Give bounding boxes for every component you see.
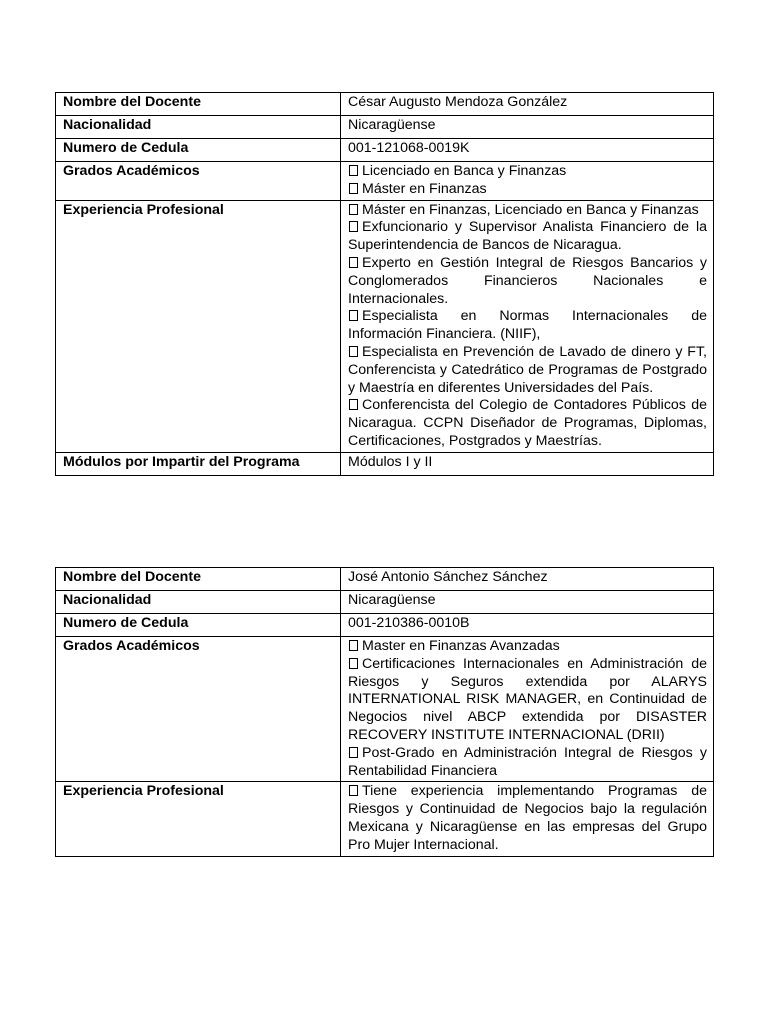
list-item <box>348 202 707 220</box>
list-item <box>348 397 707 450</box>
checkbox-bullet-icon <box>349 346 358 357</box>
row-nombre <box>56 93 714 116</box>
label-nombre: Nombre del Docente <box>56 568 341 591</box>
label-experiencia: Experiencia Profesional <box>56 782 341 856</box>
list-item <box>348 745 707 781</box>
value-nacionalidad: Nicaragüense <box>341 591 714 614</box>
list-item <box>348 255 707 308</box>
list-item-text: Tiene experiencia implementando Programas de Riesgos y Continuidad de Negocios bajo la regulación Mexicana y Nicaragüense en las empresas del Grupo Pro Mujer Internacional. <box>348 783 707 853</box>
checkbox-bullet-icon <box>349 221 358 232</box>
checkbox-bullet-icon <box>349 640 358 651</box>
list-item <box>348 308 707 344</box>
list-item <box>348 783 707 854</box>
value-modulos: Módulos I y II <box>341 452 714 475</box>
label-nacionalidad: Nacionalidad <box>56 591 341 614</box>
checkbox-bullet-icon <box>349 747 358 758</box>
list-item-text: Experto en Gestión Integral de Riesgos Bancarios y Conglomerados Financieros Nacionales e Internacionales. <box>348 254 707 307</box>
row-cedula <box>56 614 714 637</box>
value-cedula: 001-121068-0019K <box>341 139 714 162</box>
list-item <box>348 638 707 656</box>
list-item-text: Máster en Finanzas, Licenciado en Banca y Finanzas <box>362 201 699 218</box>
label-nombre: Nombre del Docente <box>56 93 341 116</box>
label-cedula: Numero de Cedula <box>56 139 341 162</box>
label-experiencia: Experiencia Profesional <box>56 200 341 452</box>
value-nacionalidad: Nicaragüense <box>341 116 714 139</box>
row-nacionalidad <box>56 116 714 139</box>
row-grados <box>56 162 714 201</box>
list-item <box>348 344 707 397</box>
label-grados: Grados Académicos <box>56 637 341 782</box>
value-nombre: José Antonio Sánchez Sánchez <box>341 568 714 591</box>
row-grados <box>56 637 714 782</box>
checkbox-bullet-icon <box>349 165 358 176</box>
row-nacionalidad <box>56 591 714 614</box>
docente-table-2 <box>55 567 714 857</box>
list-item-text: Especialista en Prevención de Lavado de dinero y FT, Conferencista y Catedrático de Programas de Postgrado y Maestría en diferentes Universidades del País. <box>348 343 707 396</box>
label-nacionalidad: Nacionalidad <box>56 116 341 139</box>
experiencia-list <box>341 200 714 452</box>
list-item-text: Exfuncionario y Supervisor Analista Financiero de la Superintendencia de Bancos de Nicaragua. <box>348 219 707 254</box>
checkbox-bullet-icon <box>349 204 358 215</box>
list-item <box>348 656 707 745</box>
row-experiencia <box>56 200 714 452</box>
checkbox-bullet-icon <box>349 257 358 268</box>
grados-list <box>341 162 714 201</box>
row-nombre <box>56 568 714 591</box>
experiencia-list <box>341 782 714 856</box>
list-item-text: Master en Finanzas Avanzadas <box>362 638 560 654</box>
grados-list <box>341 637 714 782</box>
list-item-text: Certificaciones Internacionales en Administración de Riesgos y Seguros extendida por ALARYS INTERNATIONAL RISK MANAGER, en Continuidad de Negocios nivel ABCP extendida por DISASTER RECOVERY INSTITUTE INTERNACIONAL (DRII) <box>348 655 707 743</box>
row-experiencia <box>56 782 714 856</box>
label-cedula: Numero de Cedula <box>56 614 341 637</box>
row-modulos <box>56 452 714 475</box>
list-item <box>348 163 707 181</box>
list-item-text: Máster en Finanzas <box>362 180 487 197</box>
value-cedula: 001-210386-0010B <box>341 614 714 637</box>
checkbox-bullet-icon <box>349 310 358 321</box>
list-item-text: Especialista en Normas Internacionales de Información Financiera. (NIIF), <box>348 308 707 343</box>
list-item-text: Post-Grado en Administración Integral de Riesgos y Rentabilidad Financiera <box>348 744 707 779</box>
list-item <box>348 181 707 199</box>
list-item <box>348 219 707 255</box>
label-modulos: Módulos por Impartir del Programa <box>56 452 341 475</box>
row-cedula <box>56 139 714 162</box>
checkbox-bullet-icon <box>349 399 358 410</box>
docente-table-1 <box>55 92 714 476</box>
checkbox-bullet-icon <box>349 658 358 669</box>
checkbox-bullet-icon <box>349 183 358 194</box>
list-item-text: Conferencista del Colegio de Contadores Públicos de Nicaragua. CCPN Diseñador de Programas, Diplomas, Certificaciones, Postgrados y Maestrías. <box>348 397 707 449</box>
value-nombre: César Augusto Mendoza González <box>341 93 714 116</box>
label-grados: Grados Académicos <box>56 162 341 201</box>
checkbox-bullet-icon <box>349 785 358 796</box>
list-item-text: Licenciado en Banca y Finanzas <box>362 163 567 179</box>
